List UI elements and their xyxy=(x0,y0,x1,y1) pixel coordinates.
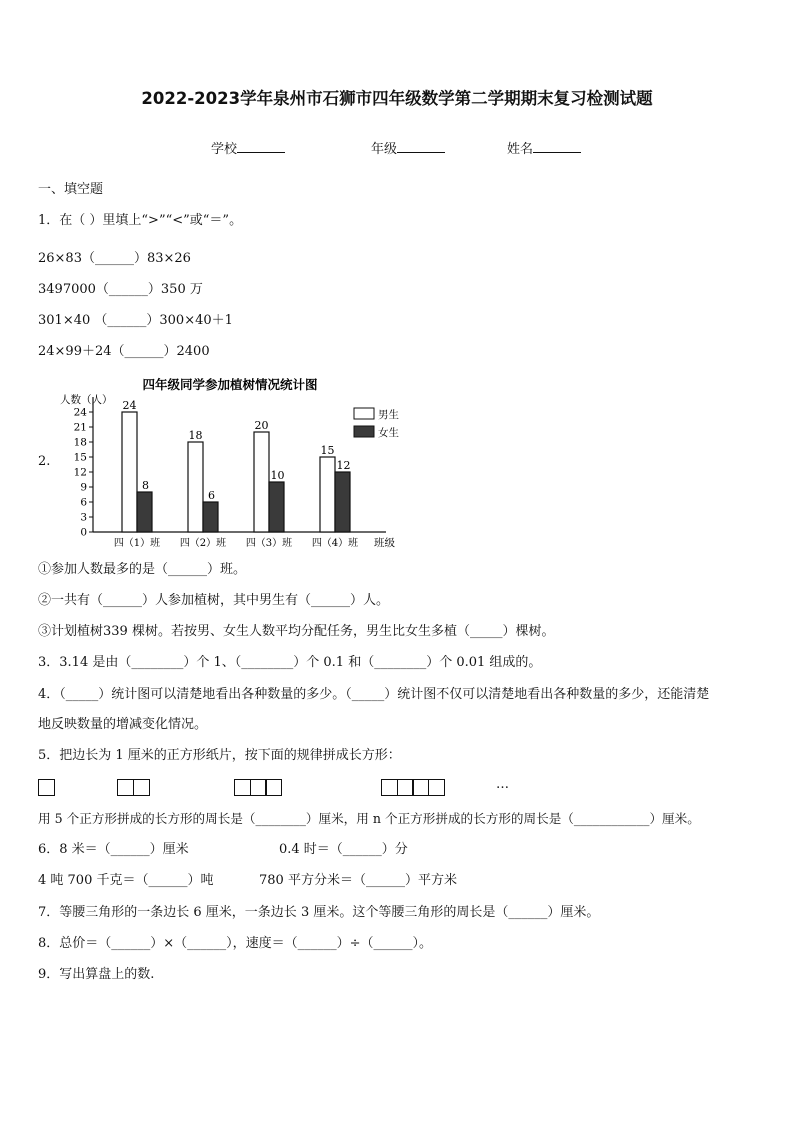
q5-ellipsis: … xyxy=(496,777,509,792)
bar-value-label: 15 xyxy=(320,444,335,457)
chart-ylabel: 人数（人） xyxy=(60,394,113,406)
q8-text: 8．总价＝（______）×（______），速度＝（______）÷（______）。 xyxy=(38,936,433,951)
bar-value-label: 10 xyxy=(270,469,285,482)
bar-girls-4 xyxy=(335,472,350,532)
q6-c: 4 吨 700 千克＝（______）吨 xyxy=(38,873,214,888)
q1-prompt: 1．在（ ）里填上“>”“<”或“＝”。 xyxy=(38,213,243,228)
bar-boys-4 xyxy=(320,457,335,532)
meta-name-blank xyxy=(533,140,581,153)
x-category-label: 四（3）班 xyxy=(245,538,293,549)
y-tick-label: 21 xyxy=(73,421,87,434)
unit-square xyxy=(381,779,398,796)
bar-girls-1 xyxy=(137,492,152,532)
meta-grade-label: 年级 xyxy=(371,142,398,157)
legend-label-boys: 男生 xyxy=(378,409,399,421)
chart-xlabel: 班级 xyxy=(374,537,395,549)
legend-swatch-girls xyxy=(354,426,374,437)
unit-square xyxy=(428,779,445,796)
chart-title: 四年级同学参加植树情况统计图 xyxy=(142,377,318,392)
q1-line-3: 301×40 （______）300×40＋1 xyxy=(38,313,233,328)
bar-value-label: 8 xyxy=(142,479,149,492)
q2-sub-2: ②一共有（______）人参加植树，其中男生有（______）人。 xyxy=(38,593,390,608)
meta-school-label: 学校 xyxy=(211,142,238,157)
x-category-label: 四（1）班 xyxy=(113,538,161,549)
legend-label-girls: 女生 xyxy=(378,427,399,439)
bar-chart xyxy=(56,372,416,554)
page-title: 2022-2023学年泉州市石狮市四年级数学第二学期期末复习检测试题 xyxy=(141,89,653,108)
q5-prompt: 5．把边长为 1 厘米的正方形纸片，按下面的规律拼成长方形： xyxy=(38,748,401,763)
unit-square xyxy=(250,779,267,796)
meta-school-blank xyxy=(237,140,285,153)
y-tick-label: 0 xyxy=(80,526,87,539)
q3-text: 3．3.14 是由（________）个 1、（________）个 0.1 和（________）个 0.01 组成的。 xyxy=(38,655,542,670)
meta-grade-blank xyxy=(397,140,445,153)
x-category-label: 四（2）班 xyxy=(179,538,227,549)
bar-boys-1 xyxy=(122,412,137,532)
y-tick-label: 9 xyxy=(80,481,87,494)
unit-square xyxy=(38,779,55,796)
legend-swatch-boys xyxy=(354,408,374,419)
square-group-3 xyxy=(234,779,282,796)
q9-text: 9．写出算盘上的数. xyxy=(38,967,155,982)
section-title: 一、填空题 xyxy=(38,182,104,197)
bar-girls-3 xyxy=(269,482,284,532)
y-tick-label: 3 xyxy=(80,511,87,524)
bar-value-label: 6 xyxy=(208,489,215,502)
q6-b: 0.4 时＝（______）分 xyxy=(279,842,408,857)
square-group-1 xyxy=(38,779,55,796)
q6-d: 780 平方分米＝（______）平方米 xyxy=(259,873,457,888)
bar-value-label: 20 xyxy=(254,419,269,432)
meta-name xyxy=(507,140,581,159)
bar-value-label: 18 xyxy=(188,429,203,442)
y-tick-label: 15 xyxy=(73,451,87,464)
unit-square xyxy=(133,779,150,796)
unit-square xyxy=(397,779,414,796)
unit-square xyxy=(265,779,282,796)
unit-square xyxy=(117,779,134,796)
bar-boys-3 xyxy=(254,432,269,532)
y-tick-label: 18 xyxy=(73,436,87,449)
square-group-4 xyxy=(381,779,445,796)
meta-name-label: 姓名 xyxy=(507,142,534,157)
q6-a: 6．8 米＝（______）厘米 xyxy=(38,842,189,857)
y-tick-label: 24 xyxy=(73,406,87,419)
bar-value-label: 12 xyxy=(336,459,351,472)
bar-value-label: 24 xyxy=(122,399,137,412)
bar-girls-2 xyxy=(203,502,218,532)
square-group-2 xyxy=(117,779,150,796)
y-tick-label: 12 xyxy=(73,466,87,479)
q2-number: 2. xyxy=(38,454,51,469)
q1-line-2: 3497000（______）350 万 xyxy=(38,282,203,297)
unit-square xyxy=(234,779,251,796)
q7-text: 7．等腰三角形的一条边长 6 厘米，一条边长 3 厘米。这个等腰三角形的周长是（______）厘米。 xyxy=(38,905,600,920)
q4-line-2: 地反映数量的增减变化情况。 xyxy=(38,717,208,732)
q2-sub-1: ①参加人数最多的是（______）班。 xyxy=(38,562,247,577)
x-category-label: 四（4）班 xyxy=(311,538,359,549)
q1-line-1: 26×83（______）83×26 xyxy=(38,251,191,266)
q2-sub-3: ③计划植树339 棵树。若按男、女生人数平均分配任务，男生比女生多植（_____）棵树。 xyxy=(38,624,555,639)
meta-school xyxy=(211,140,285,159)
y-tick-label: 6 xyxy=(80,496,87,509)
unit-square xyxy=(412,779,429,796)
q5-line: 用 5 个正方形拼成的长方形的周长是（________）厘米，用 n 个正方形拼成的长方形的周长是（____________）厘米。 xyxy=(38,811,700,826)
meta-grade xyxy=(371,140,445,159)
q4-line-1: 4．（_____）统计图可以清楚地看出各种数量的多少。（_____）统计图不仅可以清楚地看出各种数量的多少，还能清楚 xyxy=(38,687,710,702)
q1-line-4: 24×99＋24（______）2400 xyxy=(38,344,210,359)
bar-boys-2 xyxy=(188,442,203,532)
